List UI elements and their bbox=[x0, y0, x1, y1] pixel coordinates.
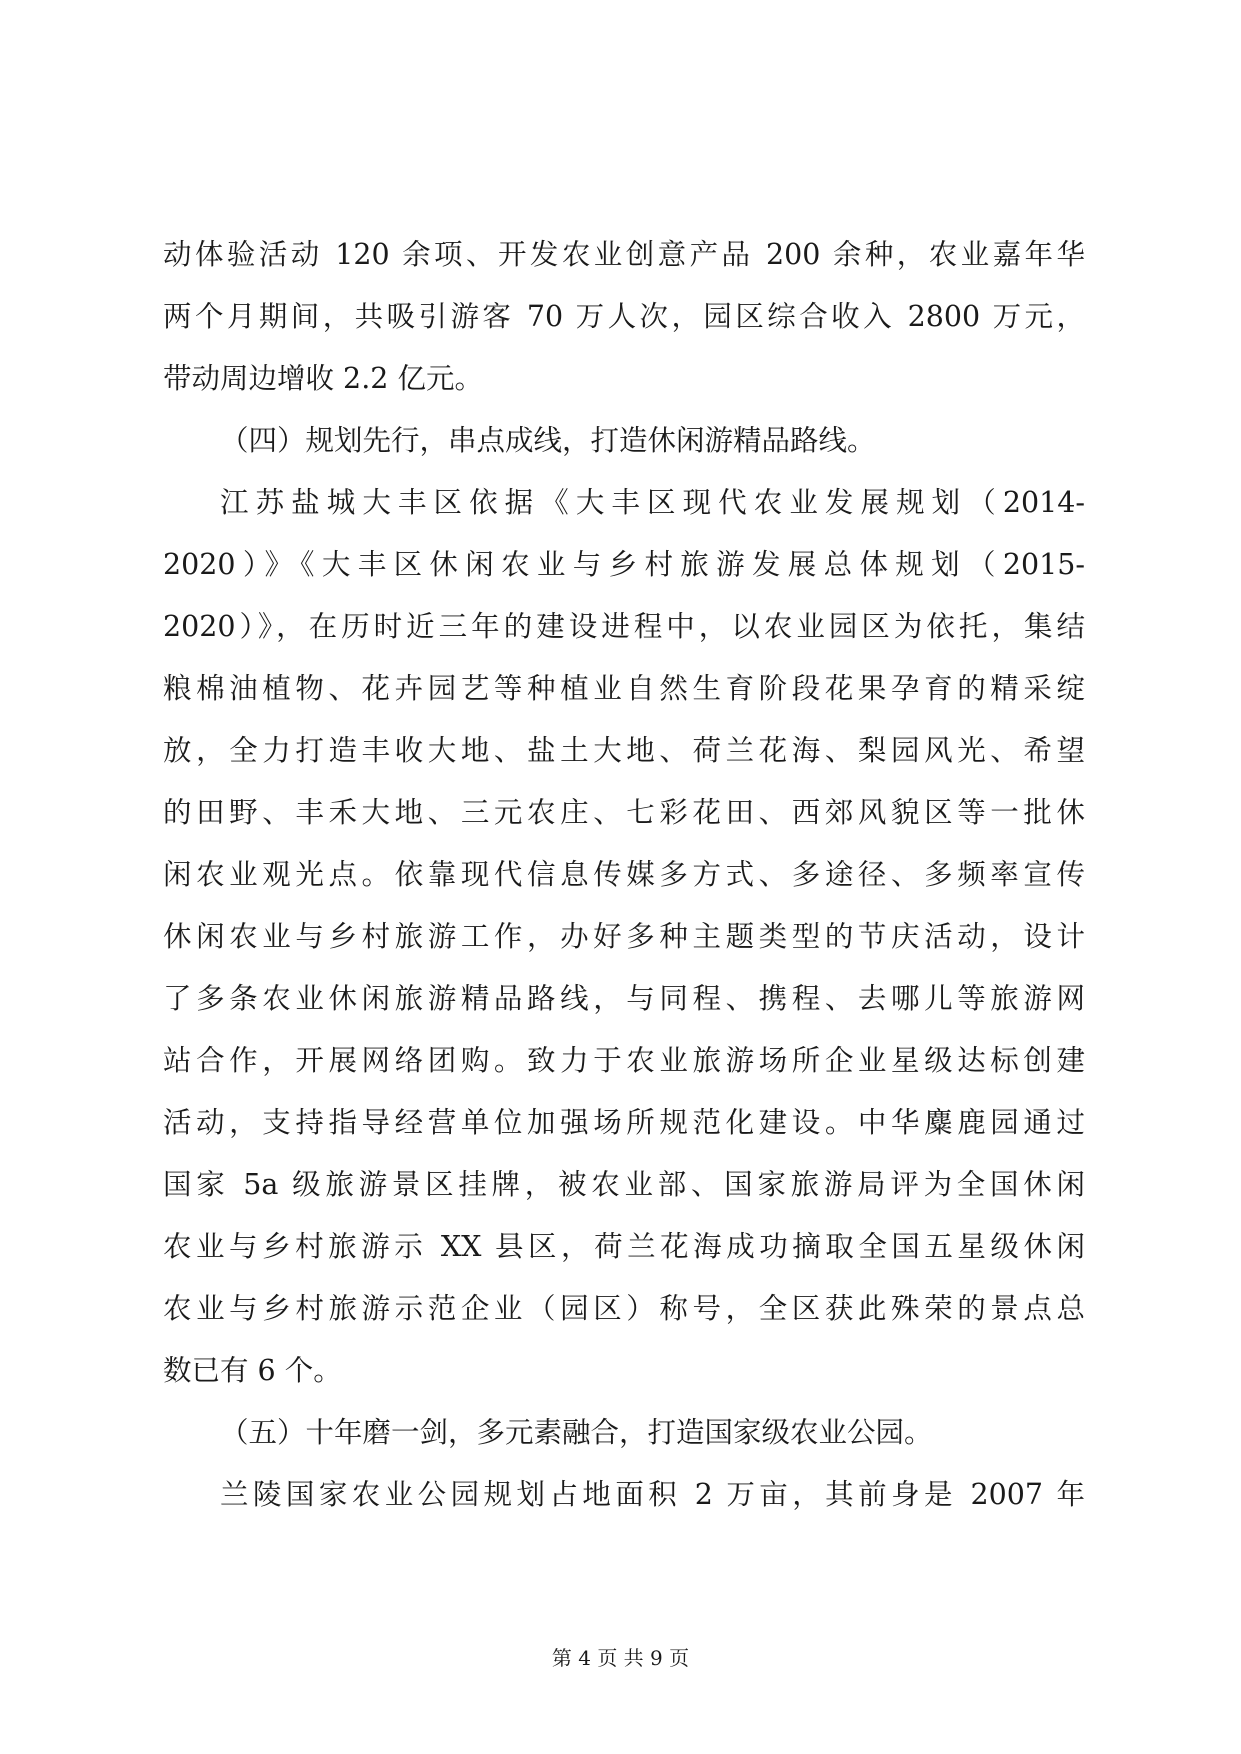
text-line: 动体验活动 120 余项、开发农业创意产品 200 余种，农业嘉年华 bbox=[163, 238, 1085, 271]
text-line: 站合作，开展网络团购。致力于农业旅游场所企业星级达标创建 bbox=[163, 1044, 1085, 1077]
text-line: 国家 5a 级旅游景区挂牌，被农业部、国家旅游局评为全国休闲 bbox=[163, 1168, 1085, 1201]
text-line: 两个月期间，共吸引游客 70 万人次，园区综合收入 2800 万元， bbox=[163, 300, 1085, 333]
text-line: 兰陵国家农业公园规划占地面积 2 万亩，其前身是 2007 年 bbox=[220, 1478, 1085, 1511]
text-line: 江苏盐城大丰区依据《大丰区现代农业发展规划（2014- bbox=[220, 486, 1085, 519]
section-heading: （五）十年磨一剑，多元素融合，打造国家级农业公园。 bbox=[220, 1416, 933, 1449]
document-body bbox=[163, 224, 1085, 1526]
text-line: 2020）》，在历时近三年的建设进程中，以农业园区为依托，集结 bbox=[163, 610, 1085, 643]
text-line: 农业与乡村旅游示 XX 县区，荷兰花海成功摘取全国五星级休闲 bbox=[163, 1230, 1085, 1263]
text-line: 的田野、丰禾大地、三元农庄、七彩花田、西郊风貌区等一批休 bbox=[163, 796, 1085, 829]
text-line: 带动周边增收 2.2 亿元。 bbox=[163, 362, 483, 395]
text-line: 农业与乡村旅游示范企业（园区）称号，全区获此殊荣的景点总 bbox=[163, 1292, 1085, 1325]
text-line: 2020）》《大丰区休闲农业与乡村旅游发展总体规划（2015- bbox=[163, 548, 1085, 581]
text-line: 粮棉油植物、花卉园艺等种植业自然生育阶段花果孕育的精采绽 bbox=[163, 672, 1085, 705]
text-line: 休闲农业与乡村旅游工作，办好多种主题类型的节庆活动，设计 bbox=[163, 920, 1085, 953]
text-line: 闲农业观光点。依靠现代信息传媒多方式、多途径、多频率宣传 bbox=[163, 858, 1085, 891]
text-line: 了多条农业休闲旅游精品路线，与同程、携程、去哪儿等旅游网 bbox=[163, 982, 1085, 1015]
text-line: 数已有 6 个。 bbox=[163, 1354, 342, 1387]
text-line: 活动，支持指导经营单位加强场所规范化建设。中华麋鹿园通过 bbox=[163, 1106, 1085, 1139]
page-number-footer: 第 4 页 共 9 页 bbox=[551, 1646, 690, 1670]
section-heading: （四）规划先行，串点成线，打造休闲游精品路线。 bbox=[220, 424, 876, 457]
text-line: 放，全力打造丰收大地、盐土大地、荷兰花海、梨园风光、希望 bbox=[163, 734, 1085, 767]
